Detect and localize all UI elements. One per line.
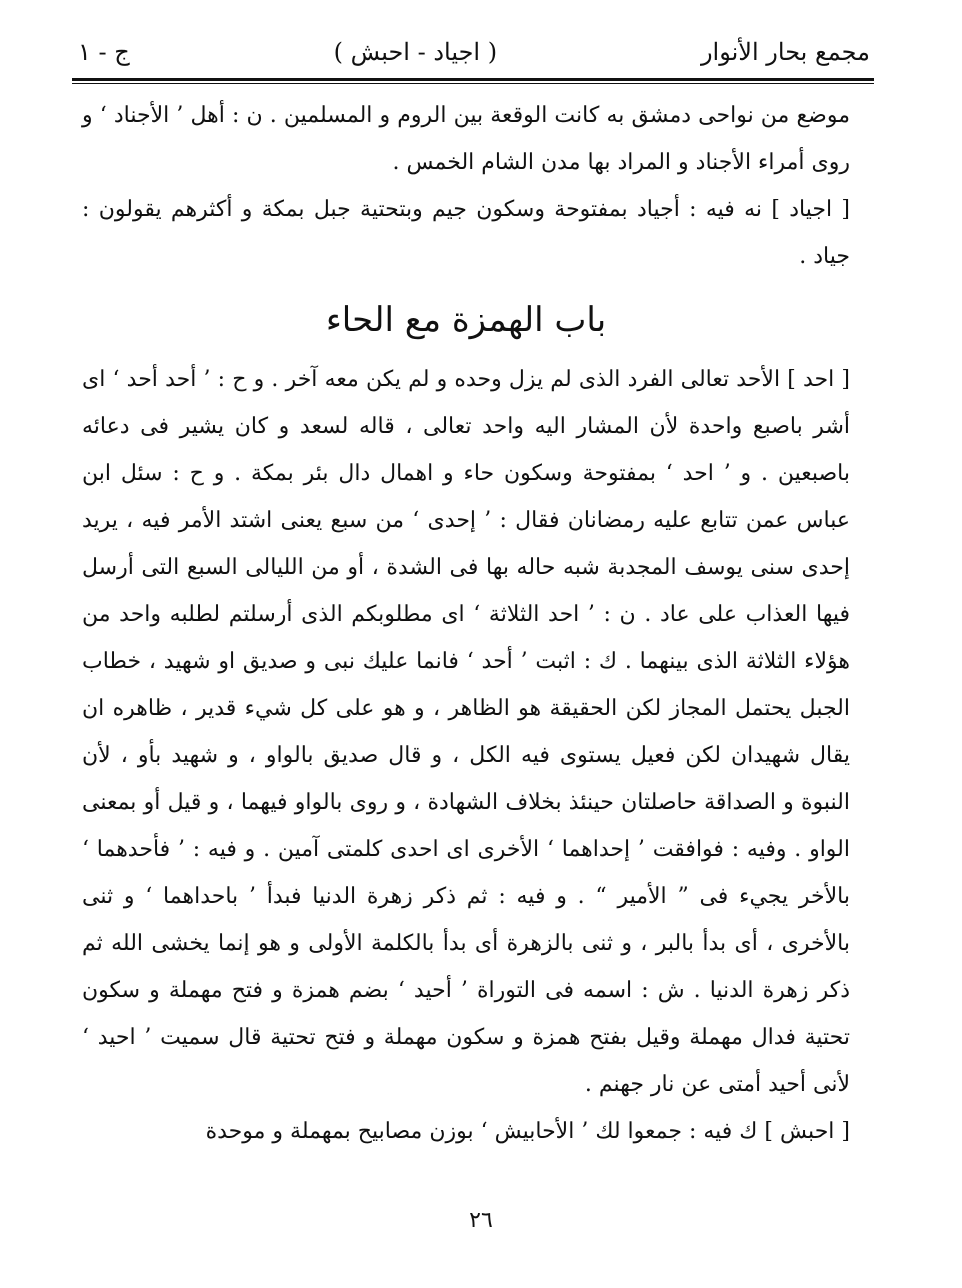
header-rule xyxy=(72,78,874,84)
running-header xyxy=(78,30,870,74)
book-title: مجمع بحار الأنوار xyxy=(700,38,870,66)
paragraph: [ احد ] الأحد تعالى الفرد الذى لم يزل وحده و لم يكن معه آخر . و ح : ’ أحد أحد ‘ اى أشر باصبع واحدة لأن المشار اليه واحد تعالى ، قاله لسعد و كان يشير فى دعائه باصبعين . و ’ احد ‘ بمفتوحة وسكون حاء و اهمال دال بئر بمكة . و ح : سئل ابن عباس عمن تتابع عليه رمضانان فقال : ’ إحدى ‘ من سبع يعنى اشتد الأمر فيه ، يريد إحدى سنى يوسف المجدبة شبه حاله بها فى الشدة ، أو من الليالى السبع التى أرسل فيها العذاب على عاد . ن : ’ احد الثلاثة ‘ اى مطلوبكم الذى أرسلتم لطلبه واحد من هؤلاء الثلاثة الذى بينهما . ك : اثبت ’ أحد ‘ فانما عليك نبى و صديق او شهيد ، خطاب الجبل يحتمل المجاز لكن الحقيقة هو الظاهر ، و هو على كل شيء قدير ، ظاهره ان يقال شهيدان لكن فعيل يستوى فيه الكل ، و قال صديق بالواو ، و شهيد بأو ، لأن النبوة و الصداقة حاصلتان حينئذ بخلاف الشهادة ، و روى بالواو فيهما ، و قيل أو بمعنى الواو . وفيه : فوافقت ’ إحداهما ‘ الأخرى اى احدى كلمتى آمين . و فيه : ’ فأحدهما ‘ بالأخر يجيء فى ” الأمير “ . و فيه : ثم ذكر زهرة الدنيا فبدأ ’ باحداهما ‘ و ثنى بالأخرى ، أى بدأ بالبر ، و ثنى بالزهرة أى بدأ بالكلمة الأولى و هو إنما يخشى الله ثم ذكر زهرة الدنيا . ش : اسمه فى التوراة ’ أحيد ‘ بضم همزة و فتح مهملة و سكون تحتية فدال مهملة وقيل بفتح همزة و سكون مهملة و فتح تحتية قال سميت ’ احيد ‘ لأنى أحيد أمتى عن نار جهنم . xyxy=(82,367,850,1097)
page-number: ٢٦ xyxy=(469,1208,493,1233)
paragraph: موضع من نواحى دمشق به كانت الوقعة بين الروم و المسلمين . ن : أهل ’ الأجناد ‘ و روى أمراء الأجناد و المراد بها مدن الشام الخمس . xyxy=(82,103,850,175)
paragraph: [ اجياد ] نه فيه : أجياد بمفتوحة وسكون جيم وبتحتية جبل بمكة و أكثرهم يقولون : جياد . xyxy=(82,197,850,269)
section-range: ( اجياد - احبش ) xyxy=(333,38,498,66)
body-text xyxy=(82,92,850,1155)
paragraph: [ احبش ] ك فيه : جمعوا لك ’ الأحابيش ‘ بوزن مصابيح بمهملة و موحدة xyxy=(205,1119,850,1144)
section-heading: باب الهمزة مع الحاء xyxy=(325,300,607,340)
volume-number: ج - ١ xyxy=(78,38,130,66)
